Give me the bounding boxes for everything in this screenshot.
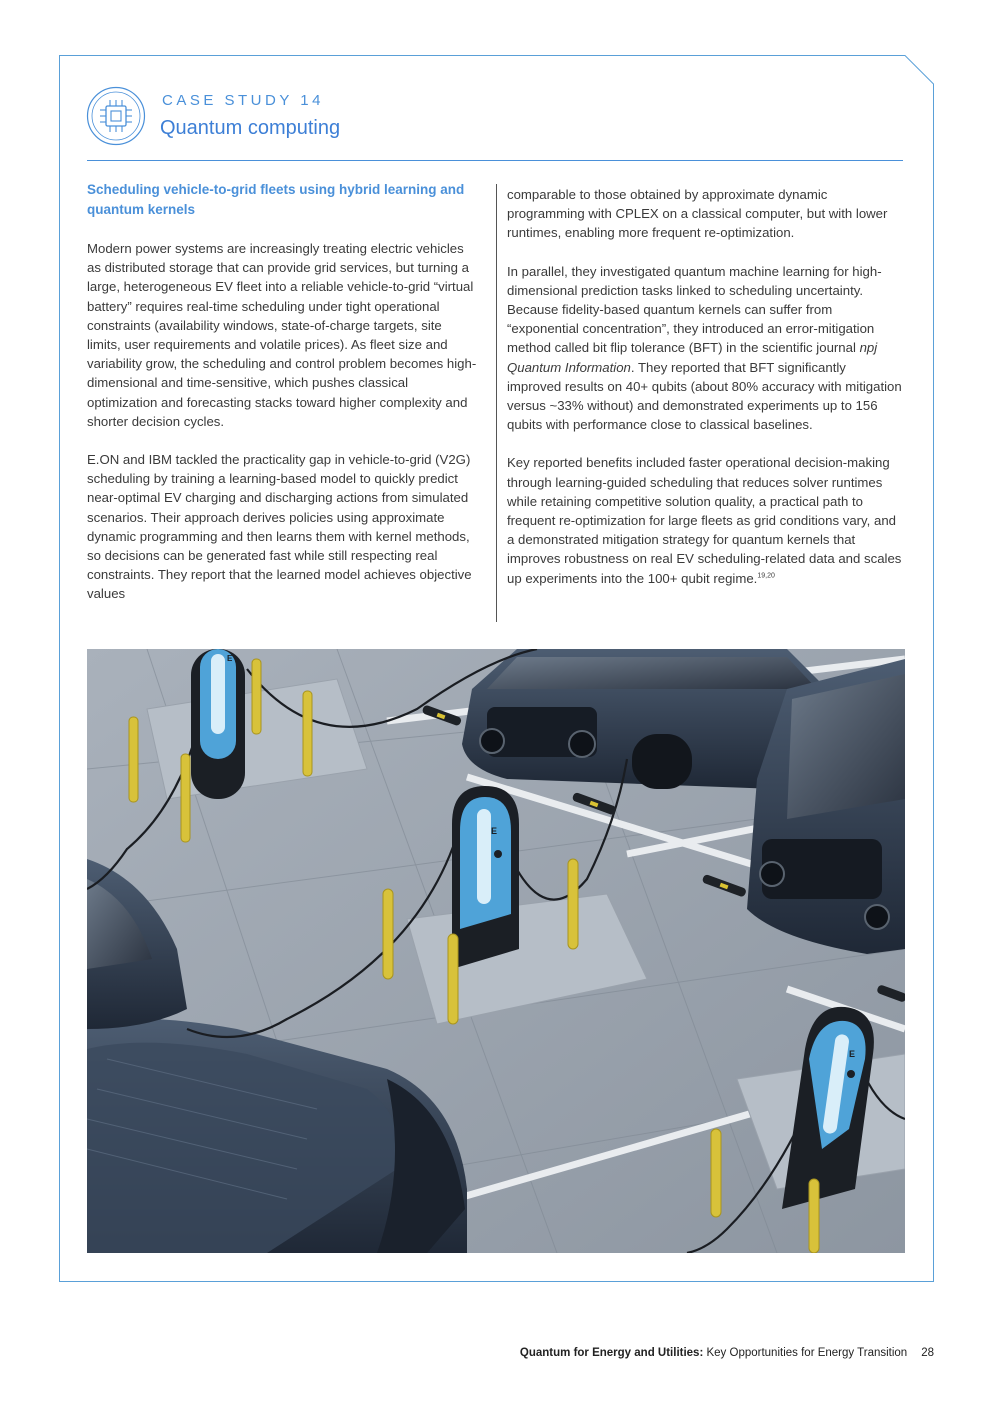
journal-name: npj Quantum Information <box>507 340 878 375</box>
page-footer <box>0 1347 934 1359</box>
charger-logo-text: E <box>849 1049 856 1059</box>
page-title: Quantum computing <box>160 117 341 139</box>
body-paragraph: Modern power systems are increasingly treating electric vehicles as distributed storage that can provide grid services, but turning a large, heterogeneous EV fleet into a reliable vehicle-to-grid “virtual battery” requires real-time scheduling under tight operational constraints (availability windows, state-of-charge targets, site limits, user requirements and volatile prices). As fleet size and variability grow, the scheduling and control problem becomes high-dimensional and time-sensitive, which pushes classical optimization and forecasting stacks toward higher complexity and shorter decision cycles. <box>87 241 477 429</box>
ev-charger <box>191 649 245 799</box>
body-paragraph: comparable to those obtained by approximate dynamic programming with CPLEX on a classical computer, but with lower runtimes, enabling more frequent re-optimization. <box>507 187 888 241</box>
charger-logo-text: E <box>491 826 498 836</box>
page-number: 28 <box>921 1347 934 1359</box>
reference-superscript: 19,20 <box>757 572 775 580</box>
footer-report-subtitle: Key Opportunities for Energy Transition <box>703 1347 908 1359</box>
column-divider <box>496 184 497 622</box>
article-subheading: Scheduling vehicle-to-grid fleets using hybrid learning and quantum kernels <box>87 182 465 217</box>
footer-report-title: Quantum for Energy and Utilities: <box>519 1347 704 1359</box>
charger-logo-text: E <box>227 654 233 663</box>
quantum-chip-icon <box>86 86 146 146</box>
body-paragraph: E.ON and IBM tackled the practicality gap in vehicle-to-grid (V2G) scheduling by training a learning-based model to quickly predict near-optimal EV charging and discharging actions from simulated scenarios. Their approach derives policies using approximate dynamic programming and then learns them with kernel methods, so decisions can be generated fast while still respecting real constraints. They report that the learned model achieves objective values <box>87 452 472 602</box>
body-paragraph: In parallel, they investigated quantum machine learning for high-dimensional prediction tasks linked to scheduling uncertainty. Because fidelity-based quantum kernels can suffer from “exponential concentration”, they introduced an error-mitigation method called bit flip tolerance (BFT) in the scientific journal npj Quantum Information. They reported that BFT significantly improved results on 40+ qubits (about 80% accuracy with mitigation versus ~33% without) and demonstrated experiments up to 156 qubits with performance close to classical baselines. <box>507 263 902 433</box>
body-paragraph: Key reported benefits included faster operational decision-making through learning-guided scheduling that reduces solver runtimes while retaining competitive solution quality, a practical path to frequent re-optimization for large fleets as grid conditions vary, and a demonstrated mitigation strategy for quantum kernels that improves robustness on real EV scheduling-related data and scales up experiments into the 100+ qubit regime.$^{19,20}$ <box>507 455 902 586</box>
right-column <box>507 185 903 607</box>
left-column <box>87 180 479 623</box>
ev-charging-photo <box>87 649 905 1253</box>
case-study-label: CASE STUDY 14 <box>162 92 324 109</box>
title-rule <box>87 160 903 161</box>
ev-charger <box>452 786 519 969</box>
